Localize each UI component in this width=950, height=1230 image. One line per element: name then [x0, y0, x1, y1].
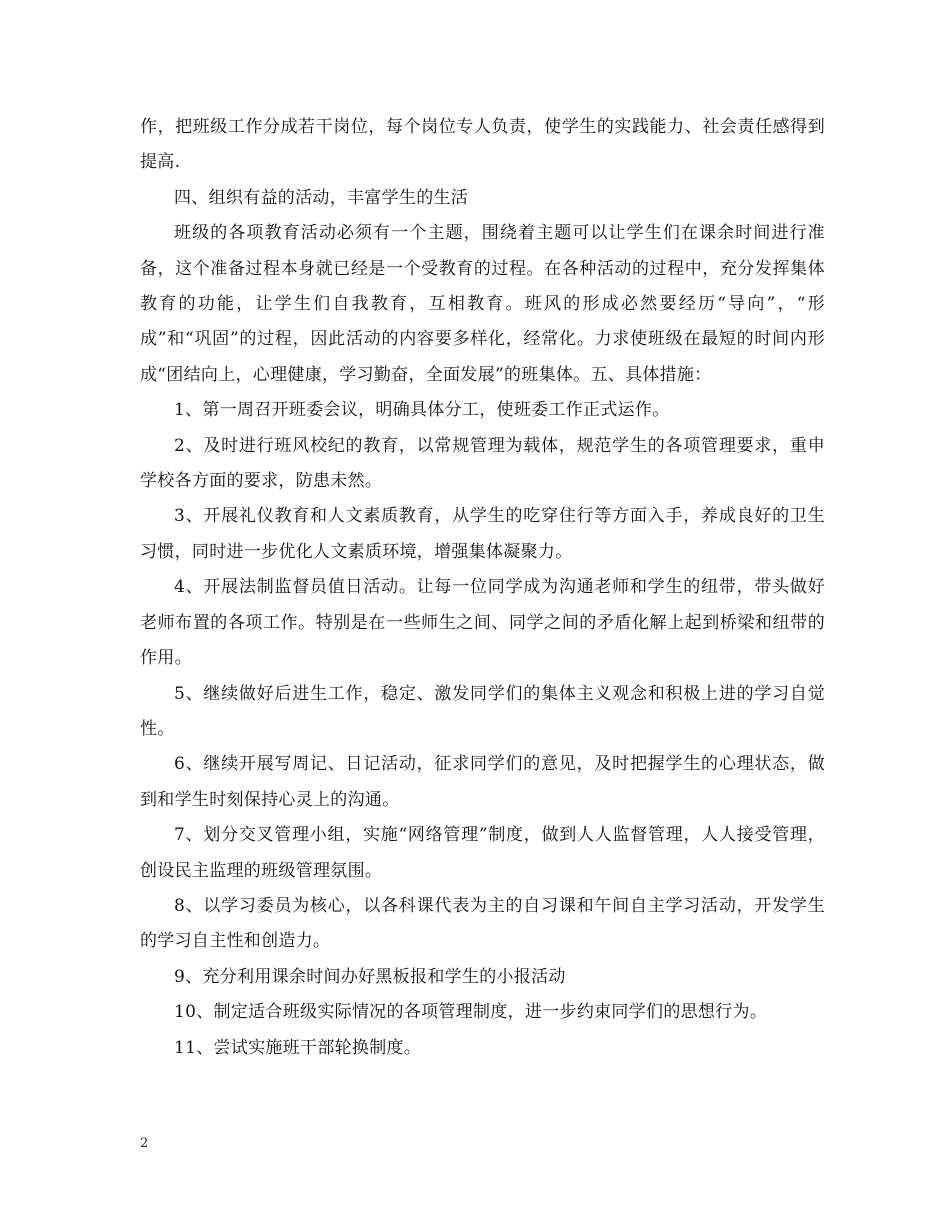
measure-item-1: 1、第一周召开班委会议，明确具体分工，使班委工作正式运作。 — [174, 400, 670, 421]
measure-item-3: 3、开展礼仪教育和人文素质教育，从学生的吃穿住行等方面入手，养成良好的卫生习惯，同时进一步优化人文素质环境，增强集体凝聚力。 — [140, 506, 825, 562]
measure-item-9: 9、充分利用课余时间办好黑板报和学生的小报活动 — [174, 966, 566, 987]
measure-item-4: 4、开展法制监督员值日活动。让每一位同学成为沟通老师和学生的纽带，带头做好老师布置的各项工作。特别是在一些师生之间、同学之间的矛盾化解上起到桥梁和纽带的作用。 — [140, 577, 825, 669]
paragraph-activities: 班级的各项教育活动必须有一个主题，围绕着主题可以让学生们在课余时间进行准备，这个准备过程本身就已经是一个受教育的过程。在各种活动的过程中，充分发挥集体教育的功能，让学生们自我教育，互相教育。班风的形成必然要经历“导向”，“形成”和“巩固”的过程，因此活动的内容要多样化，经常化。力求使班级在最短的时间内形成“团结向上，心理健康，学习勤奋，全面发展”的班集体。五、具体措施： — [140, 223, 825, 385]
paragraph-continuation: 作，把班级工作分成若干岗位，每个岗位专人负责，使学生的实践能力、社会责任感得到提高. — [140, 117, 825, 173]
measure-item-10: 10、制定适合班级实际情况的各项管理制度，进一步约束同学们的思想行为。 — [174, 1002, 768, 1023]
section-heading-four: 四、组织有益的活动，丰富学生的生活 — [174, 187, 469, 208]
measure-item-7: 7、划分交叉管理小组，实施“网络管理”制度，做到人人监督管理，人人接受管理，创设民主监理的班级管理氛围。 — [140, 825, 825, 881]
measure-item-8: 8、以学习委员为核心，以各科课代表为主的自习课和午间自主学习活动，开发学生的学习自主性和创造力。 — [140, 895, 825, 952]
measure-item-2: 2、及时进行班风校纪的教育，以常规管理为载体，规范学生的各项管理要求，重申学校各方面的要求，防患未然。 — [140, 435, 825, 492]
measure-item-11: 11、尝试实施班干部轮换制度。 — [174, 1037, 422, 1058]
document-body — [140, 110, 825, 1066]
measure-item-6: 6、继续开展写周记、日记活动，征求同学们的意见，及时把握学生的心理状态，做到和学生时刻保持心灵上的沟通。 — [140, 754, 825, 810]
measure-item-5: 5、继续做好后进生工作，稳定、激发同学们的集体主义观念和积极上进的学习自觉性。 — [140, 683, 825, 739]
page-number: 2 — [140, 1136, 149, 1151]
